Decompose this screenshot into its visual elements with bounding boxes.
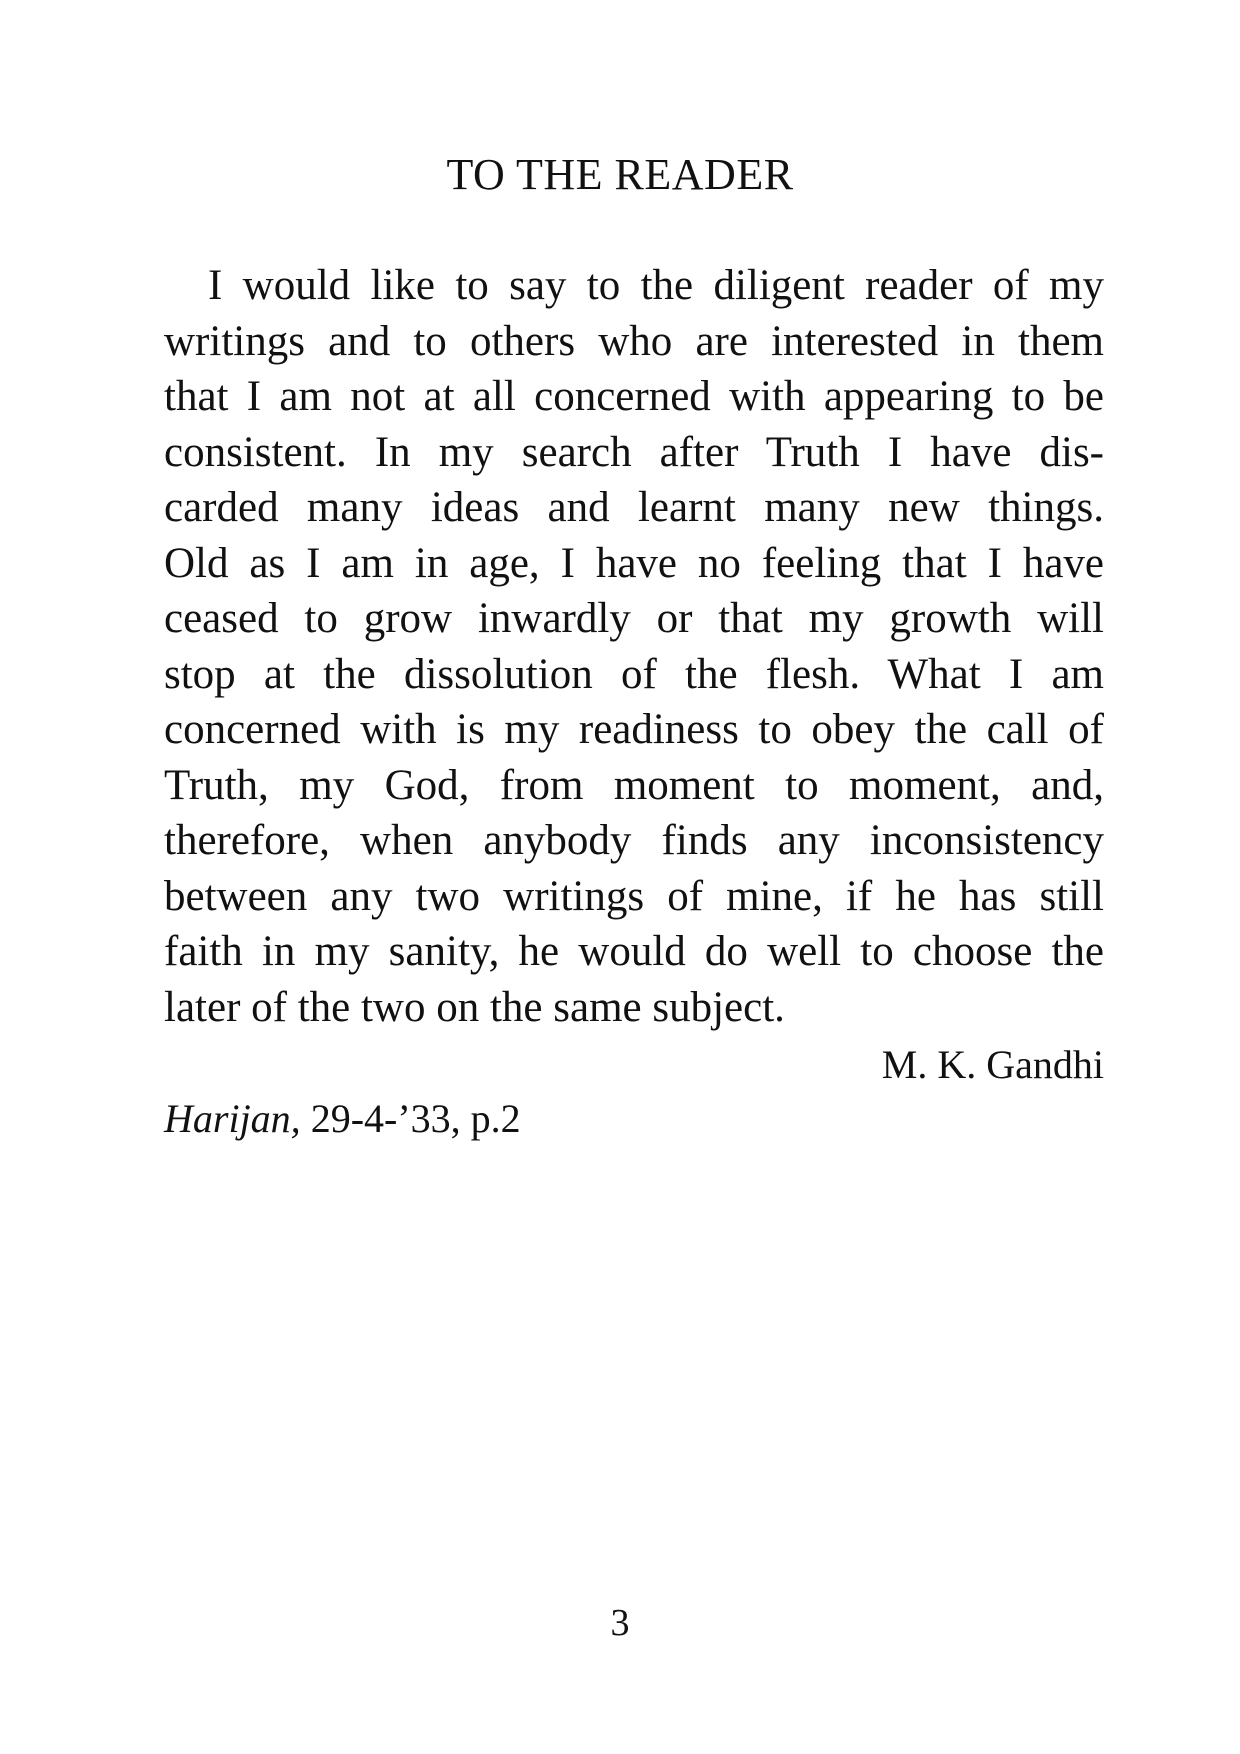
paragraph-line: Truth, my God, from moment to moment, and, [164,761,1104,809]
page-number: 3 [610,1602,630,1644]
paragraph-line: I would like to say to the diligent reader of my [208,262,1104,309]
paragraph-line: stop at the dissolution of the flesh. What I am [164,650,1104,698]
source-publication: Harijan, [164,1096,301,1141]
paragraph-line: Old as I am in age, I have no feeling that I have [164,539,1104,587]
paragraph-line: ceased to grow inwardly or that my growth will [164,595,1104,642]
paragraph-line: carded many ideas and learnt many new things. [164,484,1104,531]
paragraph-line: faith in my sanity, he would do well to choose the [164,928,1104,975]
paragraph-line: writings and to others who are interested in them [164,317,1104,365]
paragraph-line: consistent. In my search after Truth I have dis- [164,428,1104,476]
source-date-page: 29-4-’33, p.2 [310,1096,521,1141]
paragraph-line: that I am not at all concerned with appearing to be [164,373,1104,420]
author-signature: M. K. Gandhi [881,1042,1104,1087]
body-paragraph [164,258,1104,1035]
page-title: TO THE READER [446,150,794,199]
paragraph-line: concerned with is my readiness to obey the call of [164,706,1104,753]
source-citation [164,1094,521,1144]
paragraph-line: between any two writings of mine, if he has still [164,872,1104,920]
paragraph-line: therefore, when anybody finds any inconsistency [164,817,1104,864]
paragraph-line: later of the two on the same subject. [164,983,785,1031]
